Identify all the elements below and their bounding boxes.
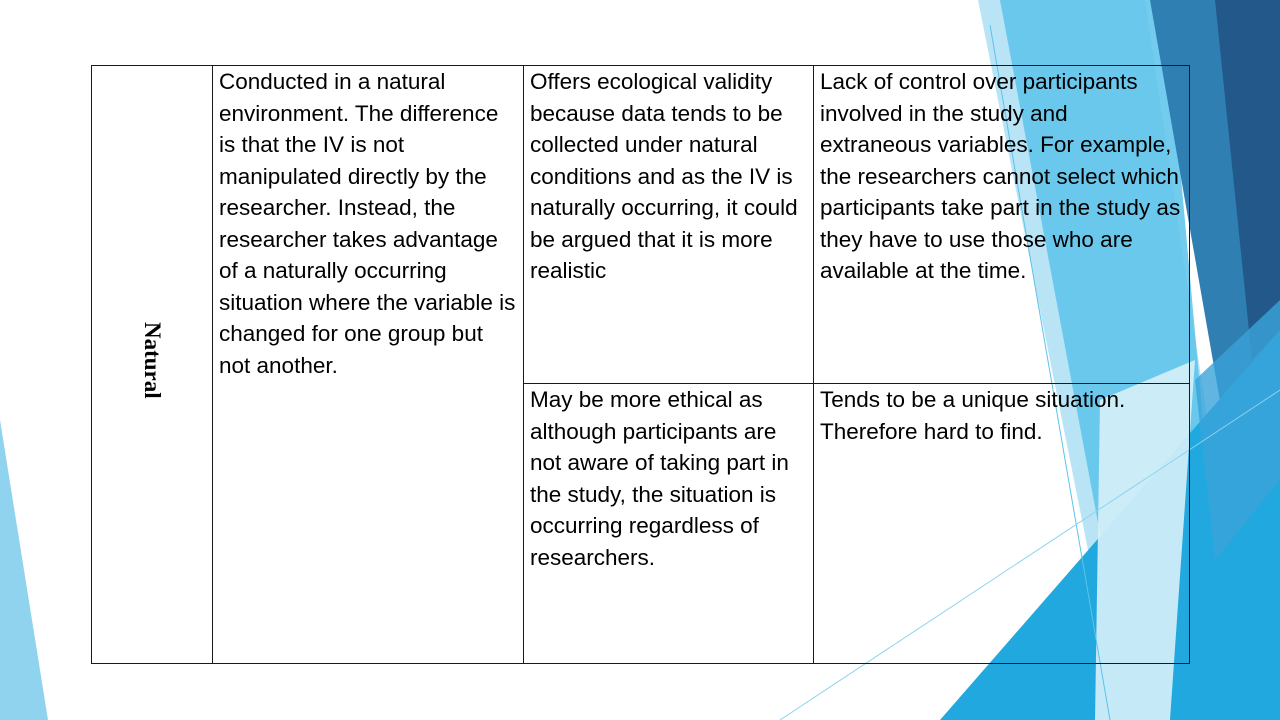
weakness-cell [814,384,1190,664]
comparison-table [91,65,1190,664]
table-row [92,66,1190,384]
row-label: Natural [139,321,165,399]
left-accent-shape [0,420,48,720]
weakness-text: Tends to be a unique situation. Therefore hard to find. [820,387,1126,444]
strength-cell [524,384,814,664]
description-cell [213,66,524,664]
strength-text: Offers ecological validity because data tends to be collected under natural conditions and as the IV is naturally occurring, it could be argued that it is more realistic [530,69,798,283]
strength-text: May be more ethical as although participants are not aware of taking part in the study, the situation is occurring regardless of researchers. [530,387,789,570]
weakness-text: Lack of control over participants involved in the study and extraneous variables. For example, the researchers cannot select which participants take part in the study as they have to use those who are available at the time. [820,69,1181,283]
description-text: Conducted in a natural environment. The difference is that the IV is not manipulated directly by the researcher. Instead, the researcher takes advantage of a naturally occurring situation where the variable is changed for one group but not another. [219,69,516,378]
row-label-cell [92,66,213,664]
weakness-cell [814,66,1190,384]
strength-cell [524,66,814,384]
